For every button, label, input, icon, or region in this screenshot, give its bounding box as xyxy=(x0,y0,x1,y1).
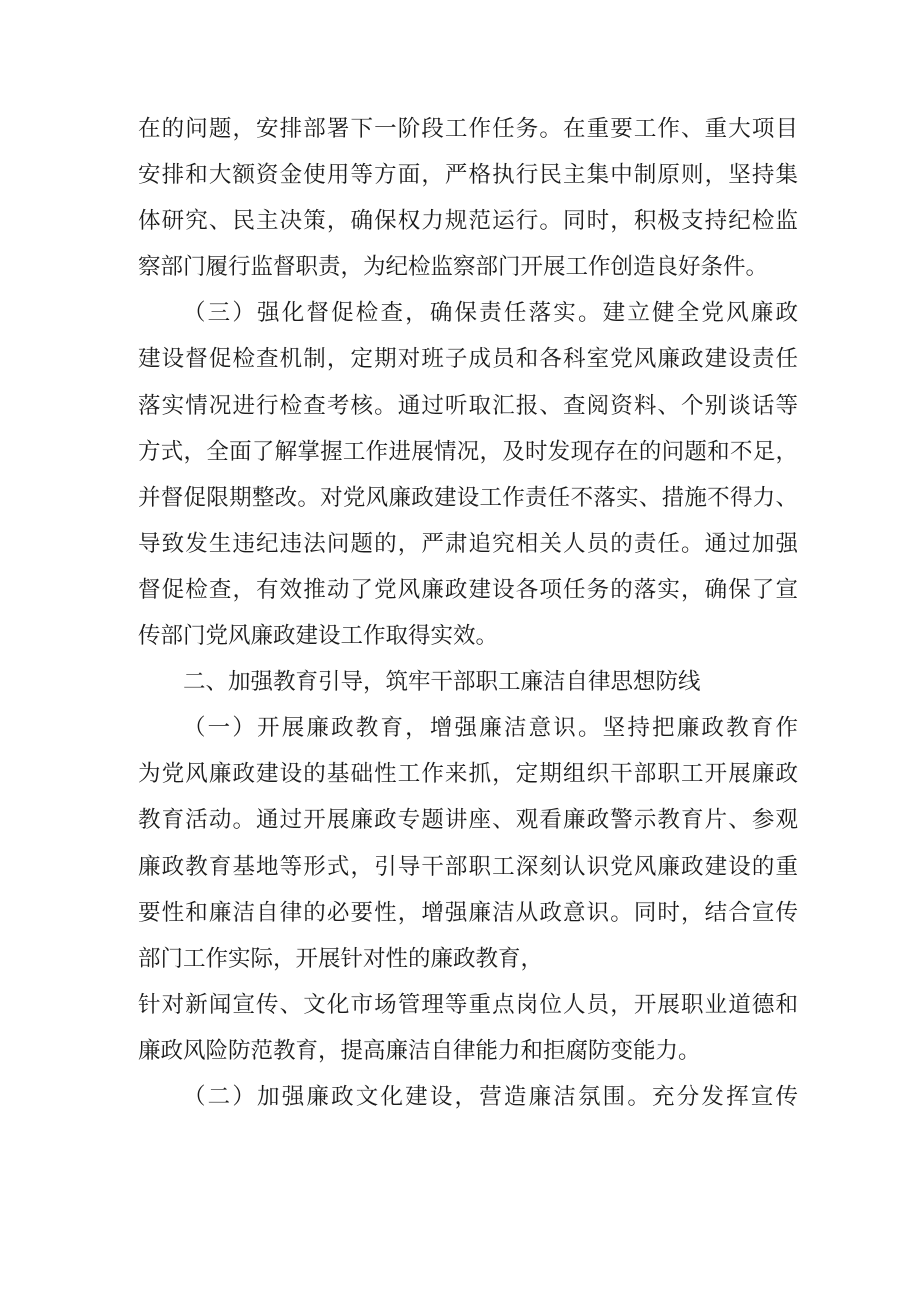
text-line: 廉政教育基地等形式，引导干部职工深刻认识党风廉政建设的重 xyxy=(138,853,798,880)
text-line: 部门工作实际，开展针对性的廉政教育， xyxy=(138,945,544,972)
text-line: 导致发生违纪违法问题的，严肃追究相关人员的责任。通过加强 xyxy=(138,530,798,557)
text-line: 落实情况进行检查考核。通过听取汇报、查阅资料、个别谈话等 xyxy=(138,392,798,419)
text-line: 要性和廉洁自律的必要性，增强廉洁从政意识。同时，结合宣传 xyxy=(138,899,798,926)
text-line: 传部门党风廉政建设工作取得实效。 xyxy=(138,623,499,650)
text-line: 并督促限期整改。对党风廉政建设工作责任不落实、措施不得力、 xyxy=(138,484,798,511)
text-line: 针对新闻宣传、文化市场管理等重点岗位人员，开展职业道德和 xyxy=(138,991,798,1018)
text-line: 二、加强教育引导，筑牢干部职工廉洁自律思想防线 xyxy=(183,669,701,696)
text-line: 廉政风险防范教育，提高廉洁自律能力和拒腐防变能力。 xyxy=(138,1037,701,1064)
text-line: 体研究、民主决策，确保权力规范运行。同时，积极支持纪检监 xyxy=(138,208,798,235)
text-line: 教育活动。通过开展廉政专题讲座、观看廉政警示教育片、参观 xyxy=(138,807,798,834)
text-line: 察部门履行监督职责，为纪检监察部门开展工作创造良好条件。 xyxy=(138,254,769,281)
text-line: （一）开展廉政教育，增强廉洁意识。坚持把廉政教育作 xyxy=(183,715,798,742)
text-line: 安排和大额资金使用等方面，严格执行民主集中制原则，坚持集 xyxy=(138,162,798,189)
text-line: （二）加强廉政文化建设，营造廉洁氛围。充分发挥宣传 xyxy=(183,1083,798,1110)
text-line: （三）强化督促检查，确保责任落实。建立健全党风廉政 xyxy=(183,300,798,327)
text-line: 方式，全面了解掌握工作进展情况，及时发现存在的问题和不足， xyxy=(138,438,798,465)
text-line: 督促检查，有效推动了党风廉政建设各项任务的落实，确保了宣 xyxy=(138,576,798,603)
document-body xyxy=(138,106,798,1120)
text-line: 为党风廉政建设的基础性工作来抓，定期组织干部职工开展廉政 xyxy=(138,761,798,788)
text-line: 建设督促检查机制，定期对班子成员和各科室党风廉政建设责任 xyxy=(138,346,798,373)
text-line: 在的问题，安排部署下一阶段工作任务。在重要工作、重大项目 xyxy=(138,116,798,142)
